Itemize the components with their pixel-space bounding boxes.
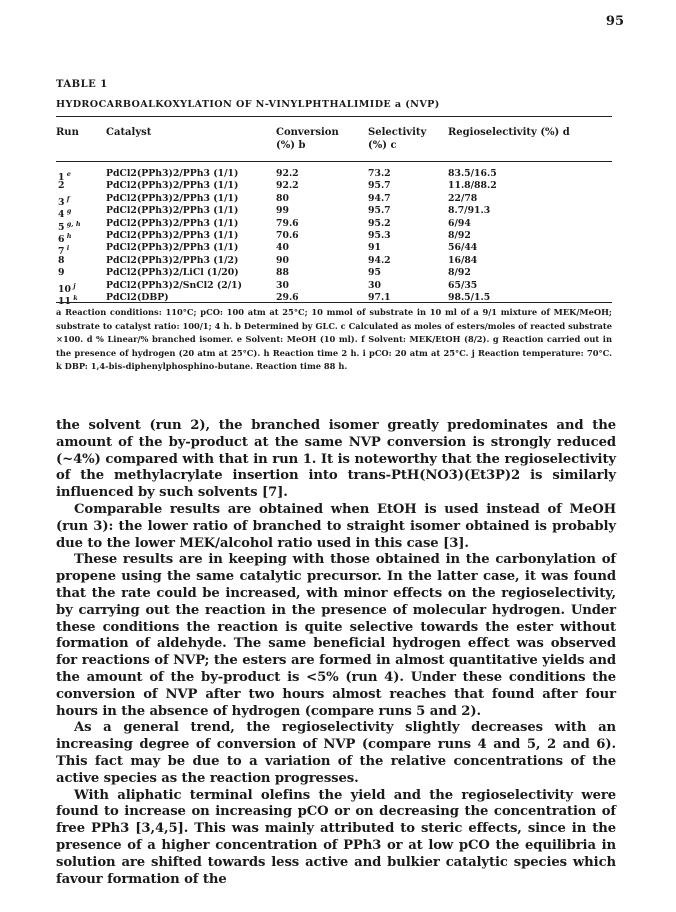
regioselectivity-cell: 8/92 [448,229,471,241]
run-cell: 8 [58,254,65,266]
catalyst-cell: PdCl2(PPh3)2/LiCl (1/20) [106,267,239,279]
table-row [56,229,612,246]
run-cell: 9 [58,267,65,279]
footnote-mark: k [70,293,78,302]
run-cell: 2 [58,180,65,192]
regioselectivity-cell: 8.7/91.3 [448,205,491,217]
catalyst-cell: PdCl2(PPh3)2/SnCl2 (2/1) [106,279,243,291]
conversion-cell: 29.6 [276,291,299,303]
footnote-mark: g, h [64,219,81,228]
run-cell: 7 $^i$ [58,244,70,258]
table-label: TABLE 1 [56,79,108,90]
selectivity-cell: 30 [368,279,381,291]
body-paragraph: These results are in keeping with those obtained in the carbonylation of propene using the same catalytic precursor. In the latter case, it was found that the rate could be increased, with minor effects on the regioselectivity, by carrying out the reaction in the presence of molecular hydrogen. Under these conditions the reaction is quite selective towards the ester without formation of aldehyde. The same beneficial hydrogen effect was observed for reactions of NVP; the esters are formed in almost quantitative yields and the amount of the by-product is <5% (run 4). Under these conditions the conversion of NVP after two hours almost reaches that found after four hours in the absence of hydrogen (compare runs 5 and 2). [56,552,616,719]
selectivity-cell: 94.7 [368,192,391,204]
header-run: Run [56,127,79,138]
table-bottom-rule [56,302,612,303]
table-footnote: a Reaction conditions: 110°C; pCO: 100 atm at 25°C; 10 mmol of substrate in 10 ml of a 9/1 mixture of MEK/MeOH; substrate to catalyst ratio: 100/1; 4 h. b Determined by GLC. c Calculated as moles of esters/moles of reacted substrate ×100. d % Linear/% branched isomer. e Solvent: MeOH (10 ml). f Solvent: MEK/EtOH (8/2). g Reaction carried out in the presence of hydrogen (20 atm at 25°C). h Reaction time 2 h. i pCO: 20 atm at 25°C. j Reaction temperature: 70°C. k DBP: 1,4-bis-diphenylphosphino-butane. Reaction time 88 h. [56,307,612,372]
selectivity-cell: 95.7 [368,205,391,217]
header-selectivity-unit: (%) c [368,140,397,151]
conversion-cell: 88 [276,267,289,279]
table-row [56,168,612,184]
conversion-cell: 92.2 [276,180,299,192]
conversion-cell: 90 [276,254,289,266]
run-cell: 11 $^k$ [58,293,78,307]
header-conversion-unit: (%) b [276,140,306,151]
table-row [56,255,612,267]
selectivity-cell: 95.2 [368,217,391,229]
body-paragraph: the solvent (run 2), the branched isomer greatly predominates and the amount of the by-product at the same NVP conversion is strongly reduced (~4%) compared with that in run 1. It is noteworthy that the regioselectivity of the methylacrylate insertion into trans-PtH(NO3)(Et3P)2 is similarly influenced by such solvents [7]. [56,418,616,501]
table-body [56,168,612,307]
header-conversion-label: Conversion [276,127,339,138]
table-row [56,180,612,192]
regioselectivity-cell: 83.5/16.5 [448,168,497,179]
regioselectivity-cell: 8/92 [448,267,471,279]
table-row [56,205,612,221]
footnote-mark: j [70,281,76,290]
catalyst-cell: PdCl2(PPh3)2/PPh3 (1/2) [106,254,239,266]
body-paragraph: Comparable results are obtained when EtOH is used instead of MeOH (run 3): the lower ratio of branched to straight isomer obtained is probably due to the lower MEK/alcohol ratio used in this case [3]. [56,501,616,551]
regioselectivity-cell: 65/35 [448,279,478,291]
conversion-cell: 99 [276,205,289,217]
footnote-mark: h [64,231,72,240]
run-cell: 1 $^e$ [58,170,71,184]
selectivity-cell: 97.1 [368,291,391,303]
catalyst-cell: PdCl2(DBP) [106,291,169,303]
run-cell: 6 $^h$ [58,231,72,246]
regioselectivity-cell: 16/84 [448,254,478,266]
body-paragraph: As a general trend, the regioselectivity slightly decreases with an increasing degree of conversion of NVP (compare runs 4 and 5, 2 and 6). This fact may be due to a variation of the relative concentrations of the active species as the reaction progresses. [56,720,616,786]
selectivity-cell: 91 [368,242,381,254]
footnote-mark: g [64,207,72,216]
table-header-rule [56,161,612,162]
run-cell: 4 $^g$ [58,207,72,221]
body-text [56,418,616,888]
catalyst-cell: PdCl2(PPh3)2/PPh3 (1/1) [106,242,239,254]
selectivity-cell: 95.7 [368,180,391,192]
catalyst-cell: PdCl2(PPh3)2/PPh3 (1/1) [106,192,239,204]
selectivity-cell: 95.3 [368,229,391,241]
conversion-cell: 79.6 [276,217,299,229]
table-top-rule [56,116,612,117]
header-selectivity [368,126,426,152]
catalyst-cell: PdCl2(PPh3)2/PPh3 (1/1) [106,205,239,217]
selectivity-cell: 94.2 [368,254,391,266]
footnote-mark: f [64,194,70,203]
run-cell: 3 $^f$ [58,194,70,208]
conversion-cell: 30 [276,279,289,291]
body-paragraph: With aliphatic terminal olefins the yield and the regioselectivity were found to increase on increasing pCO or on decreasing the concentration of free PPh3 [3,4,5]. This was mainly attributed to steric effects, since in the presence of a higher concentration of PPh3 or at low pCO the equilibria in solution are shifted towards less active and bulkier catalytic species which favour formation of the [56,787,616,887]
header-catalyst: Catalyst [106,127,152,138]
table-row [56,192,612,208]
regioselectivity-cell: 22/78 [448,192,478,204]
selectivity-cell: 73.2 [368,168,391,179]
header-regioselectivity: Regioselectivity (%) d [448,127,570,138]
footnote-mark: e [64,170,71,178]
regioselectivity-cell: 98.5/1.5 [448,291,491,303]
table-row [56,242,612,258]
conversion-cell: 70.6 [276,229,299,241]
header-selectivity-label: Selectivity [368,127,427,138]
table-row [56,279,612,295]
conversion-cell: 92.2 [276,168,299,179]
table-row [56,217,612,233]
regioselectivity-cell: 6/94 [448,217,471,229]
catalyst-cell: PdCl2(PPh3)2/PPh3 (1/1) [106,217,239,229]
conversion-cell: 80 [276,192,289,204]
catalyst-cell: PdCl2(PPh3)2/PPh3 (1/1) [106,180,239,192]
catalyst-cell: PdCl2(PPh3)2/PPh3 (1/1) [106,168,239,179]
regioselectivity-cell: 56/44 [448,242,478,254]
table-caption: HYDROCARBOALKOXYLATION OF N-VINYLPHTHALIMIDE a (NVP) [56,99,440,110]
page-number: 95 [605,14,624,29]
regioselectivity-cell: 11.8/88.2 [448,180,497,192]
run-cell: 10 $^j$ [58,281,76,295]
catalyst-cell: PdCl2(PPh3)2/PPh3 (1/1) [106,229,239,241]
selectivity-cell: 95 [368,267,381,279]
table-row [56,267,612,279]
conversion-cell: 40 [276,242,289,254]
run-cell: 5 $^{g, h}$ [58,219,81,233]
footnote-mark: i [64,244,70,253]
header-conversion [276,126,339,152]
